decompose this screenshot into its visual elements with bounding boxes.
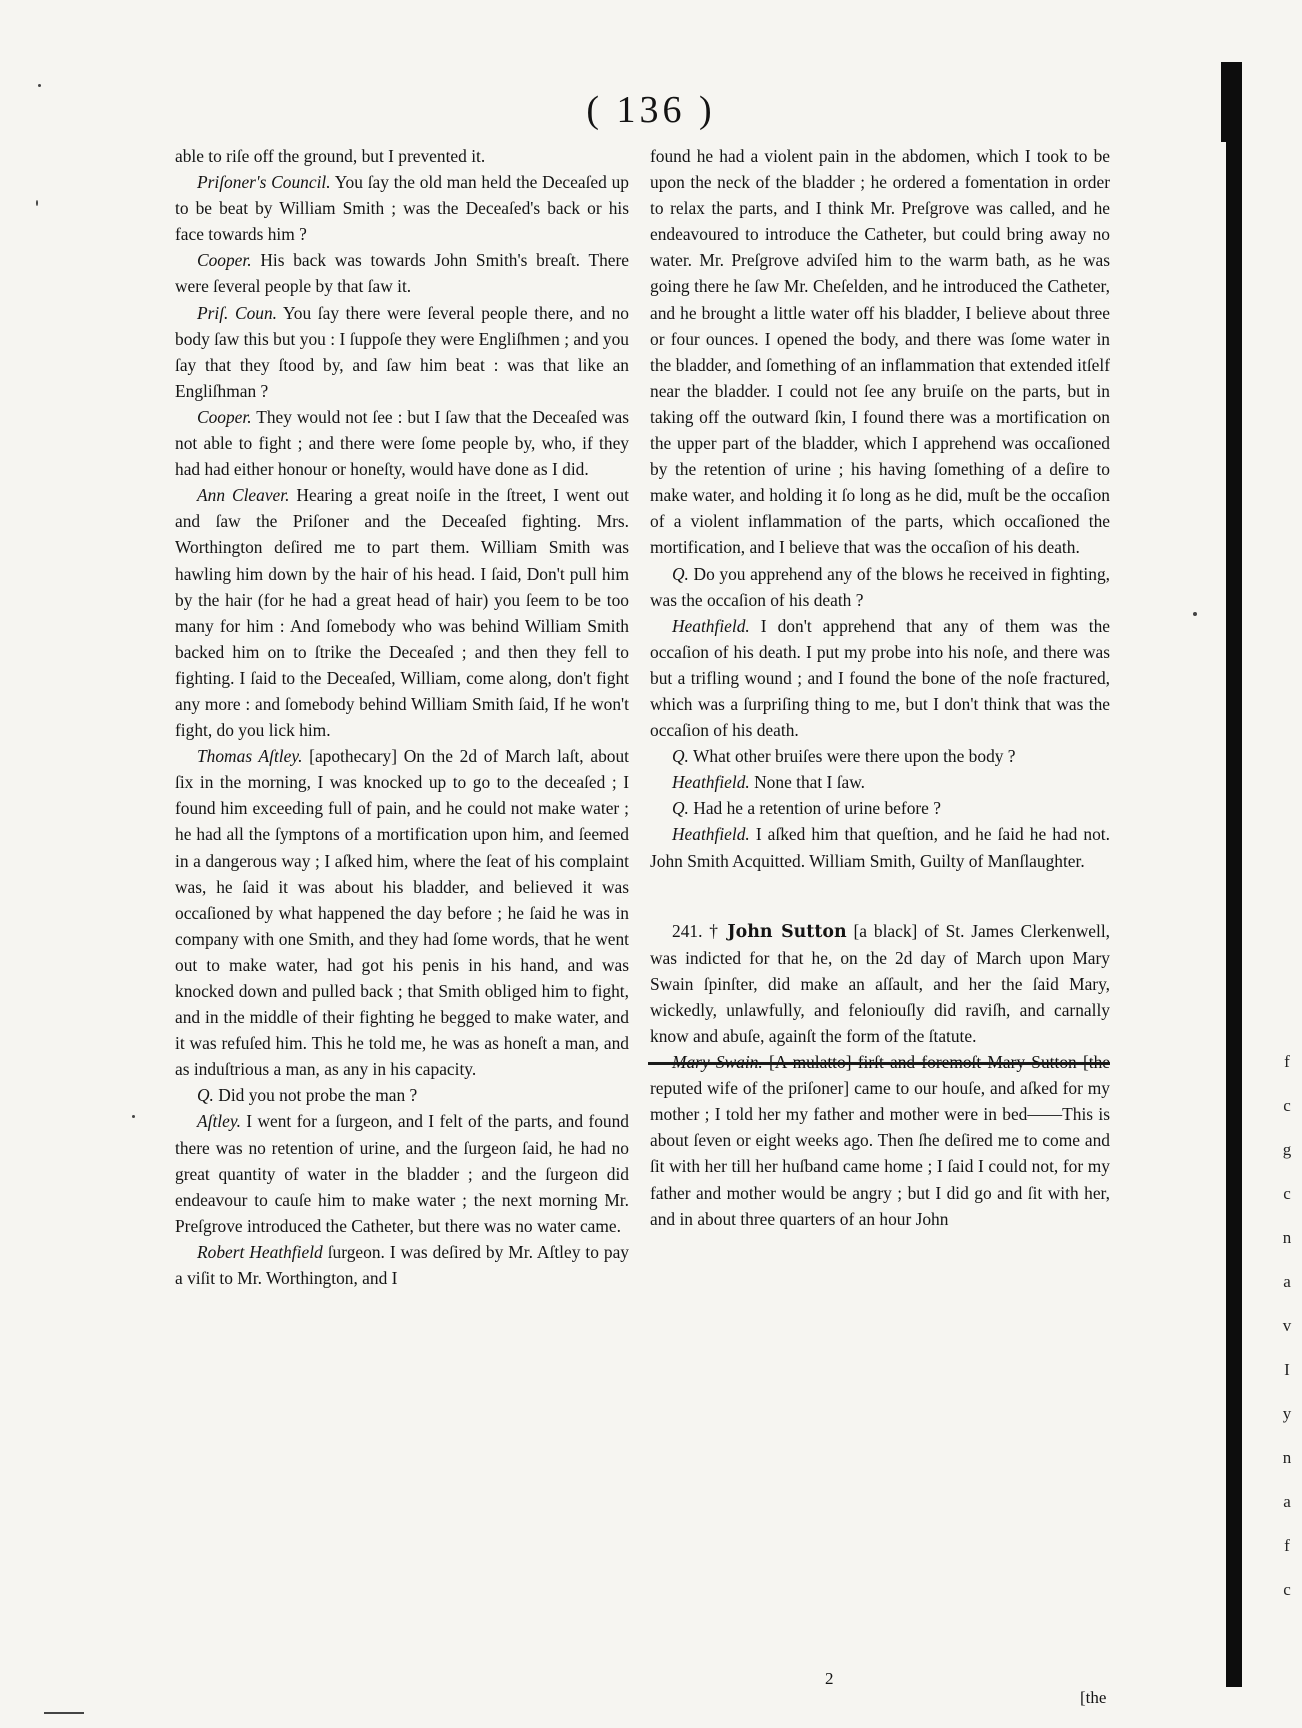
paragraph xyxy=(175,404,629,482)
paragraph xyxy=(650,613,1110,743)
speaker-name: Cooper. xyxy=(197,406,252,427)
catchword: [the xyxy=(1080,1688,1107,1707)
paragraph xyxy=(175,247,629,299)
testimony-text: Do you apprehend any of the blows he received in fighting, was the occaſion of his death ? xyxy=(650,563,1110,610)
paragraph xyxy=(175,482,629,743)
section-rule xyxy=(648,1062,1110,1065)
testimony-text: [A mulatto] firſt and foremoſt Mary Sutton [the reputed wife of the priſoner] came to our houſe, and aſked for my mother ; I told her my father and mother were in bed——This is about ſeven or eight weeks ago. Then ſhe deſired me to come and ſit with her till her huſband came home ; I ſaid I could not, for my father and mother would be angry ; but I did go and ſit with her, and in about three quarters of an hour John xyxy=(650,1052,1110,1229)
testimony-text: Hearing a great noiſe in the ſtreet, I went out and ſaw the Priſoner and the Deceaſed fighting. Mrs. Worthington deſired me to part them. William Smith was hawling him down by the hair of his head. I ſaid, Don't pull him by the hair (for he had a great head of hair) you ſeem to be too many for him : And ſomebody who was behind William Smith backed him on to ſtrike the Deceaſed ; and then they fell to fighting. I ſaid to the Deceaſed, William, come along, don't fight any more : and ſomebody behind William Smith ſaid, If he won't fight, do you lick him. xyxy=(175,485,629,741)
testimony-text: Did you not probe the man ? xyxy=(213,1085,418,1106)
paragraph xyxy=(175,169,629,247)
indictment-text: [a black] of St. James Clerkenwell, was indicted for that he, on the 2d day of March upon Mary Swain ſpinſter, did make an aſſault, and her the ſaid Mary, wickedly, unlawfully, and feloniouſly did raviſh, and carnally know and abuſe, againſt the form of the ſtatute. xyxy=(650,920,1110,1046)
bleed-letter: c xyxy=(1283,1184,1291,1203)
bleed-letter: y xyxy=(1282,1404,1292,1423)
bleed-letter: a xyxy=(1283,1272,1291,1291)
testimony-text: ſurgeon. I was deſired by Mr. Aſtley to pay a viſit to Mr. Worthington, and I xyxy=(175,1241,629,1289)
bleed-letter: f xyxy=(1284,1052,1290,1071)
bleed-letter: n xyxy=(1282,1448,1292,1467)
speck xyxy=(1193,612,1197,616)
bleed-letter: I xyxy=(1284,1360,1290,1379)
paragraph xyxy=(650,1049,1110,1232)
case-heading-paragraph xyxy=(650,918,1110,1049)
binding-shadow xyxy=(1226,62,1242,1687)
testimony-text: None that I ſaw. xyxy=(749,772,866,793)
bleed-letter: a xyxy=(1283,1492,1291,1511)
paragraph xyxy=(650,561,1110,613)
paragraph xyxy=(650,821,1110,873)
speaker-name: Robert Heathfield xyxy=(197,1241,323,1262)
speaker-name: Thomas Aſtley. xyxy=(197,746,303,767)
bleed-letter: f xyxy=(1284,1536,1290,1555)
paragraph xyxy=(175,1082,629,1108)
left-column xyxy=(175,143,629,1291)
paragraph xyxy=(175,143,629,169)
speaker-name: Heathfield. xyxy=(672,615,750,636)
speaker-name: Priſ. Coun. xyxy=(197,302,278,323)
speck xyxy=(38,84,41,87)
testimony-text: able to riſe off the ground, but I prevented it. xyxy=(175,146,486,166)
testimony-text: You ſay there were ſeveral people there, and no body ſaw this but you : I ſuppoſe they were Engliſhmen ; and you ſay that they ſtood by, and ſaw him beat : was that like an Engliſhman ? xyxy=(175,302,629,401)
paragraph xyxy=(650,743,1110,769)
rule-spacer xyxy=(650,874,1110,918)
bleed-letter: v xyxy=(1282,1316,1292,1335)
right-column xyxy=(650,143,1110,1232)
speaker-name: Heathfield. xyxy=(672,772,750,793)
speck xyxy=(44,1712,84,1714)
testimony-text: They would not ſee : but I ſaw that the Deceaſed was not able to fight ; and there were ſome people by, who, if they had had either honour or honeſty, would have done as I did. xyxy=(175,406,629,480)
testimony-text: Had he a retention of urine before ? xyxy=(688,798,941,819)
bleed-letter: c xyxy=(1283,1096,1291,1115)
speaker-name: Cooper. xyxy=(197,250,252,271)
testimony-text: found he had a violent pain in the abdomen, which I took to be upon the neck of the bladder ; he ordered a fomentation in order to relax the parts, and I think Mr. Preſgrove was called, and he endeavoured to introduce the Catheter, but could bring away no water. Mr. Preſgrove adviſed him to the warm bath, as he was going there he ſaw Mr. Cheſelden, and he introduced the Catheter, and he brought a little water off his bladder, I believe about three or four ounces. I opened the body, and there was ſome water in the bladder, and ſomething of an inflammation that extended itſelf near the bladder. I could not ſee any bruiſe on the parts, but in taking off the outward ſkin, I found there was a mortification on the upper part of the bladder, which I apprehend was occaſioned by the retention of urine ; his having ſomething of a deſire to make water, and holding it ſo long as he did, muſt be the occaſion of a violent inflammation of the parts, which occaſioned the mortification, and I believe that was the occaſion of his death. xyxy=(650,146,1110,558)
speaker-name: Q. xyxy=(197,1085,214,1106)
paragraph xyxy=(175,743,629,1082)
paragraph xyxy=(175,1108,629,1238)
signature-mark: 2 xyxy=(825,1669,834,1688)
bleed-through-letters xyxy=(1272,1040,1302,1612)
testimony-text: I aſked him that queſtion, and he ſaid he had not. John Smith Acquitted. William Smith, Guilty of Manſlaughter. xyxy=(650,824,1110,871)
speaker-name: Q. xyxy=(672,746,689,767)
case-number: 241. † xyxy=(672,920,728,941)
speaker-name: Aſtley. xyxy=(197,1111,241,1132)
bleed-letter: g xyxy=(1282,1140,1292,1159)
speaker-name: Priſoner's Council. xyxy=(197,172,331,193)
testimony-text: His back was towards John Smith's breaſt. There were ſeveral people by that ſaw it. xyxy=(175,250,629,297)
bleed-letter: c xyxy=(1283,1580,1291,1599)
paragraph xyxy=(175,1239,629,1291)
speaker-name: Ann Cleaver. xyxy=(197,485,290,506)
speck xyxy=(36,200,38,206)
speaker-name: Heathfield. xyxy=(672,824,750,845)
paragraph xyxy=(650,769,1110,795)
paragraph xyxy=(650,143,1110,561)
testimony-text: I don't apprehend that any of them was the occaſion of his death. I put my probe into his noſe, and there was but a trifling wound ; and I found the bone of the noſe fractured, which was a ſurpriſing thing to me, but I don't think that was the occaſion of his death. xyxy=(650,615,1110,741)
speaker-name: Mary Swain. xyxy=(672,1052,763,1073)
testimony-text: I went for a ſurgeon, and I felt of the parts, and found there was no retention of urine, and the ſurgeon ſaid, he had no great quantity of water in the bladder ; and the ſurgeon did endeavour to cauſe him to make water ; the next morning Mr. Preſgrove introduced the Catheter, but there was no water came. xyxy=(175,1111,629,1236)
page-number: ( 136 ) xyxy=(586,89,716,131)
speck xyxy=(132,1115,135,1118)
paragraph xyxy=(650,795,1110,821)
testimony-text: What other bruiſes were there upon the body ? xyxy=(688,746,1016,767)
paragraph xyxy=(175,300,629,404)
bleed-letter: n xyxy=(1282,1228,1292,1247)
speaker-name: Q. xyxy=(672,563,689,584)
speaker-name: Q. xyxy=(672,798,689,819)
testimony-text: [apothecary] On the 2d of March laſt, about ſix in the morning, I was knocked up to go to the deceaſed ; I found him exceeding full of pain, and he could not make water ; he had all the ſymptons of a mortification upon him, and ſeemed in a dangerous way ; I aſked him, where the ſeat of his complaint was, he ſaid it was about his bladder, and believed it was occaſioned by what happened the day before ; he ſaid he was in company with one Smith, and they had ſome words, that he went out to make water, had got his penis in his hand, and was knocked down and pulled back ; that Smith obliged him to fight, and in the middle of their fighting he begged to make water, and it was refuſed him. This he told me, he was as honeſt a man, and as induſtrious a man, as any in his capacity. xyxy=(175,746,629,1080)
testimony-text: You ſay the old man held the Deceaſed up to be beat by William Smith ; was the Deceaſed's back or his face towards him ? xyxy=(175,172,629,245)
defendant-name: John Sutton xyxy=(727,921,847,942)
